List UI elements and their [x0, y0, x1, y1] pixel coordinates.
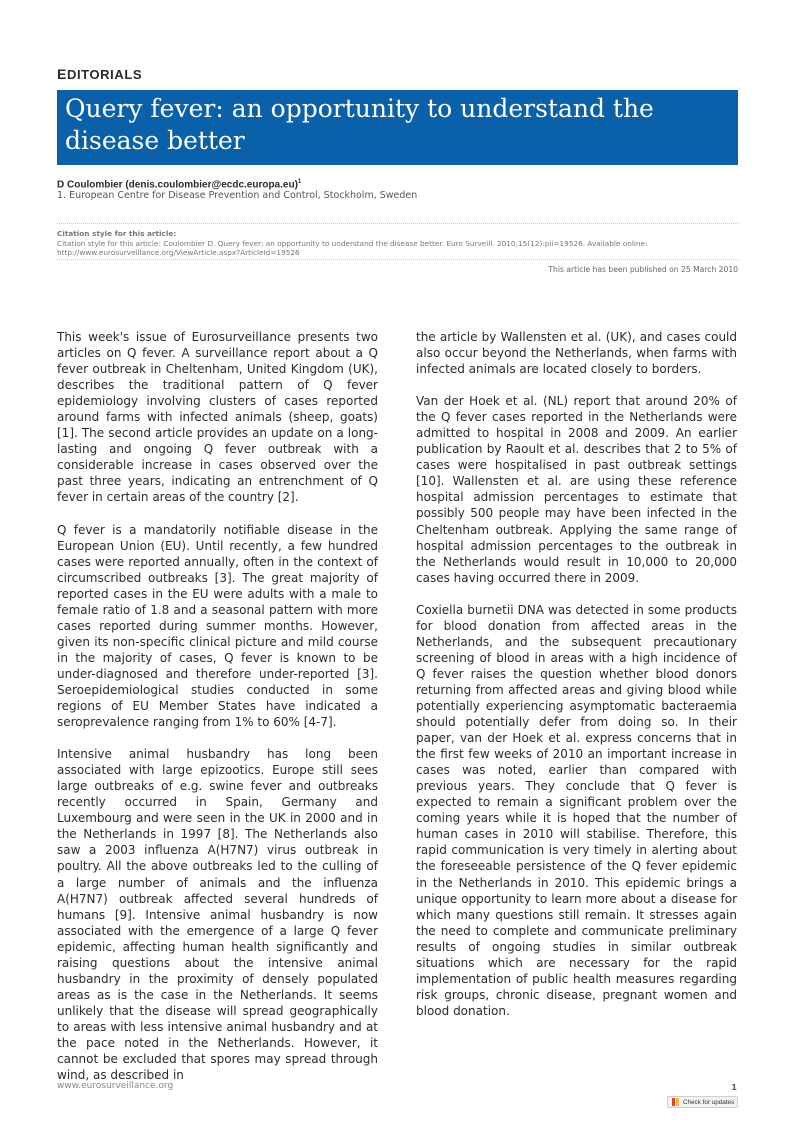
page-number: 1 [731, 1083, 737, 1092]
section-label-rest: DITORIALS [66, 67, 143, 82]
body-paragraph: Intensive animal husbandry has long been associated with large epizootics. Europe still sees large outbreaks of e.g. swine fever and outbreaks recently occurred in Spain, Germany and Luxembourg and were seen in the UK in 2000 and in the Netherlands in 1997 [8]. The Netherlands also saw a 2003 influenza A(H7N7) virus outbreak in poultry. All the above outbreaks led to the culling of a large number of animals and the influenza A(H7N7) outbreak affected several hundreds of humans [9]. Intensive animal husbandry is now associated with the emergence of a large Q fever epidemic, affecting human health significantly and raising questions about the intensive animal husbandry in the proximity of densely populated areas as is the case in the Netherlands. It seems unlikely that the disease will spread geographically to areas with less intensive animal husbandry and at the pace noted in the Netherlands. However, it cannot be excluded that spores may spread through wind, as described in [57, 747, 378, 1083]
article-title: Query fever: an opportunity to understand the disease better [65, 94, 654, 155]
citation-heading: Citation style for this article: [57, 229, 177, 238]
publication-date: This article has been published on 25 March 2010 [548, 265, 738, 274]
section-label-initial: E [57, 66, 67, 82]
body-paragraph: Van der Hoek et al. (NL) report that around 20% of the Q fever cases reported in the Netherlands were admitted to hospital in 2008 and 2009. An earlier publication by Raoult et al. describes that 2 to 5% of cases were hospitalised in past outbreak settings [10]. Wallensten et al. are using these reference hospital admission percentages to estimate that possibly 500 people may have been infected in the Cheltenham outbreak. Applying the same range of hospital admission percentages to the outbreak in the Netherlands would result in 10,000 to 20,000 cases having occurred there in 2009. [416, 394, 737, 585]
body-column-right [416, 329, 737, 1035]
author-line [57, 179, 301, 190]
body-paragraph: This week's issue of Eurosurveillance presents two articles on Q fever. A surveillance report about a Q fever outbreak in Cheltenham, United Kingdom (UK), describes the traditional pattern of Q fever epidemiology involving clusters of cases reported around farms with infected animals (sheep, goats) [1]. The second article provides an update on a long-lasting and ongoing Q fever outbreak with a considerable increase in cases observed over the past three years, indicating an entrenchment of Q fever in certain areas of the country [2]. [57, 330, 378, 505]
body-column-left [57, 329, 378, 1099]
citation-block [57, 229, 738, 258]
body-paragraph: the article by Wallensten et al. (UK), and cases could also occur beyond the Netherlands, when farms with infected animals are located closely to borders. [416, 330, 737, 377]
citation-text: Citation style for this article: Coulombier D. Query fever: an opportunity to understand the disease better. Euro Surveill. 2010;15(12):pii=19526. Available online: http://www.eurosurveillance.org/ViewArticle.aspx?ArticleId=19526 [57, 238, 648, 257]
crossmark-icon [671, 1098, 680, 1106]
divider-bottom [57, 259, 738, 260]
author-name: D Coulombier (denis.coulombier@ecdc.europa.eu) [57, 179, 298, 191]
title-banner [57, 90, 738, 165]
check-for-updates-button[interactable] [667, 1096, 738, 1108]
section-label [57, 66, 142, 82]
footer-url[interactable]: www.eurosurveillance.org [57, 1081, 174, 1091]
body-paragraph: Coxiella burnetii DNA was detected in some products for blood donation from affected areas in the Netherlands, and the subsequent precautionary screening of blood in areas with a high incidence of Q fever raises the question whether blood donors returning from affected areas and giving blood while potentially experiencing asymptomatic bacteraemia should potentially defer from doing so. In their paper, van der Hoek et al. express concerns that in the first few weeks of 2010 an important increase in cases was noted, earlier than compared with previous years. They conclude that Q fever is expected to remain a significant problem over the coming years while it is hoped that the number of human cases in 2010 will stabilise. Therefore, this rapid communication is very timely in alerting about the foreseeable persistence of the Q fever epidemic in the Netherlands in 2010. This epidemic brings a unique opportunity to learn more about a disease for which many questions still remain. It stresses again the need to complete and communicate preliminary results of ongoing studies in similar outbreak situations which are necessary for the rapid implementation of public health measures regarding risk groups, chronic disease, pregnant women and blood donation. [416, 602, 737, 1018]
check-for-updates-label: Check for updates [683, 1098, 735, 1106]
author-affiliation: 1. European Centre for Disease Prevention and Control, Stockholm, Sweden [57, 190, 418, 201]
divider-top [57, 223, 738, 224]
author-affiliation-mark: 1 [297, 179, 302, 185]
body-paragraph: Q fever is a mandatorily notifiable disease in the European Union (EU). Until recently, a few hundred cases were reported annually, often in the context of circumscribed outbreaks [3]. The great majority of reported cases in the EU were adults with a male to female ratio of 1.8 and a seasonal pattern with more cases reported during summer months. However, given its non-specific clinical picture and mild course in the majority of cases, Q fever is known to be under-diagnosed and therefore under-reported [3]. Seroepidemiological studies conducted in some regions of EU Member States have indicated a seroprevalence ranging from 1% to 60% [4-7]. [57, 522, 378, 730]
